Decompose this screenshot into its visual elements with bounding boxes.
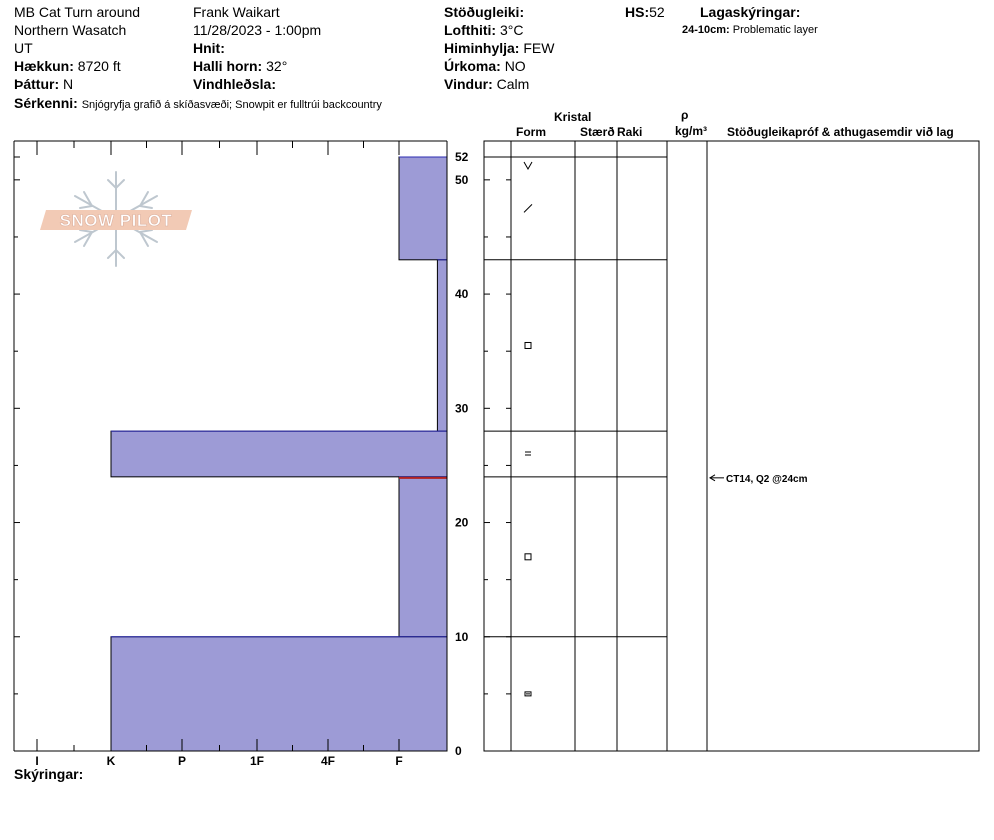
features-text: Snjógryfja grafið á skíðasvæði; Snowpit er fulltrúi backcountry — [81, 99, 382, 111]
precip-label: Úrkoma: — [444, 58, 501, 74]
hardness-tick-label: F — [395, 754, 403, 768]
tests-header: Stöðugleikapróf & athugasemdir við lag — [727, 125, 954, 139]
layer-notes-range: 24-10cm: — [682, 24, 730, 36]
precip-value: NO — [504, 58, 526, 74]
hardness-tick-label: 4F — [320, 754, 336, 768]
hs-label: HS: — [625, 4, 650, 20]
hardness-tick-label: K — [106, 754, 116, 768]
observation-datetime: 11/28/2023 - 1:00pm — [193, 22, 322, 38]
state: UT — [14, 40, 33, 56]
layer-notes-label: Lagaskýringar: — [700, 4, 801, 20]
layer-table-frame — [484, 141, 979, 751]
crystal-symbol-faceted-rounded — [525, 692, 531, 696]
aspect-label: Þáttur: — [14, 76, 60, 92]
hardness-bar-2 — [111, 431, 447, 477]
sky-value: FEW — [523, 40, 555, 56]
faceted-icon — [525, 554, 531, 560]
layer-notes-text: Problematic layer — [732, 24, 818, 36]
hardness-bar-0 — [399, 157, 447, 260]
size-header: Stærð — [580, 125, 615, 139]
crystal-symbol-surface-hoar — [524, 162, 532, 169]
decomposing-icon — [524, 204, 532, 212]
aspect-value: N — [63, 76, 74, 92]
crystal-header: Kristal — [554, 110, 592, 124]
wind-loading-label: Vindhleðsla: — [193, 76, 276, 92]
air-temp-label: Lofthiti: — [444, 22, 497, 38]
crystal-symbol-near-surface-facets — [525, 452, 531, 455]
faceted-icon — [525, 342, 531, 348]
surface-hoar-icon — [524, 162, 532, 169]
hardness-bar-3 — [399, 477, 447, 637]
moisture-header: Raki — [617, 125, 643, 139]
wind-value: Calm — [496, 76, 530, 92]
slope-value: 32° — [266, 58, 288, 74]
crystal-symbol-decomposing — [524, 204, 532, 212]
coordinates-label: Hnit: — [193, 40, 225, 56]
depth-tick-label: 0 — [455, 744, 462, 758]
hardness-tick-label: 1F — [249, 754, 265, 768]
observer: Frank Waikart — [193, 4, 280, 20]
rho-header: ρ — [681, 108, 689, 122]
logo-text: SNOW PILOT — [59, 211, 173, 230]
crystal-symbol-faceted — [525, 554, 531, 560]
air-temp-value: 3°C — [499, 22, 524, 38]
wind-label: Vindur: — [444, 76, 493, 92]
pit-title: MB Cat Turn around — [14, 4, 141, 20]
hardness-tick-label: P — [177, 754, 187, 768]
crystal-symbol-faceted — [525, 342, 531, 348]
slope-label: Halli horn: — [193, 58, 263, 74]
hardness-bar-4 — [111, 637, 447, 751]
snowpilot-logo — [40, 172, 192, 266]
depth-tick-label: 10 — [455, 629, 469, 644]
sky-label: Himinhylja: — [444, 40, 520, 56]
elevation-label: Hækkun: — [14, 58, 74, 74]
features-label: Sérkenni: — [14, 95, 78, 111]
stability-label: Stöðugleiki: — [444, 4, 525, 20]
depth-tick-label: 30 — [455, 401, 469, 416]
depth-tick-label: 50 — [455, 172, 469, 187]
depth-tick-label: 40 — [455, 287, 469, 302]
form-header: Form — [516, 125, 546, 139]
depth-tick-label: 20 — [455, 515, 469, 530]
density-unit-header: kg/m³ — [675, 124, 708, 138]
hs-value: 52 — [649, 4, 665, 20]
depth-tick-label: 52 — [455, 150, 469, 164]
notes-label: Skýringar: — [14, 766, 84, 782]
hardness-bar-1 — [437, 260, 447, 431]
mountain-range: Northern Wasatch — [14, 22, 127, 38]
hardness-tick-label: I — [35, 754, 39, 768]
elevation-value: 8720 ft — [77, 58, 121, 74]
stability-test-label: CT14, Q2 @24cm — [726, 473, 808, 485]
